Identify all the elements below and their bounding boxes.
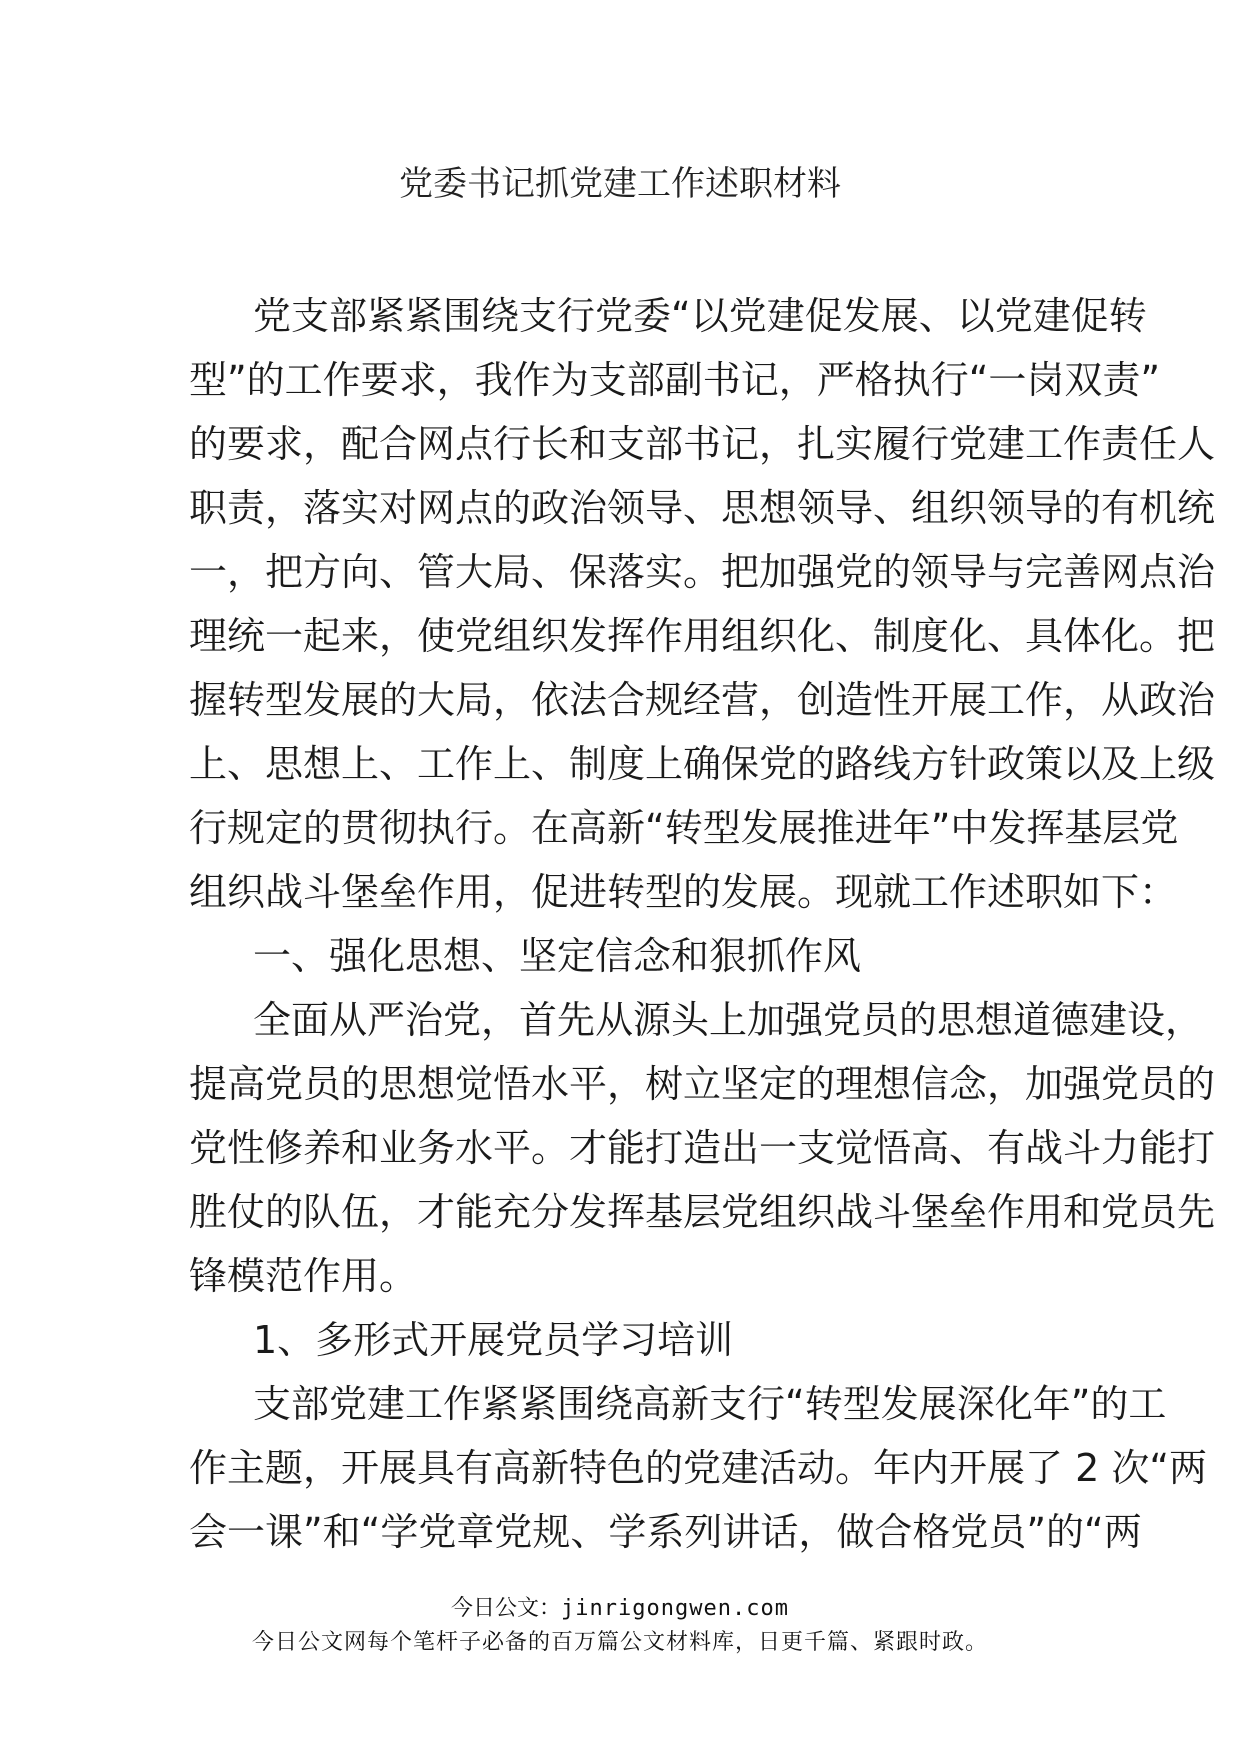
paragraph-line: 支部党建工作紧紧围绕高新支行“转型发展深化年”的工 — [253, 1382, 1167, 1426]
paragraph-line: 理统一起来，使党组织发挥作用组织化、制度化、具体化。把 — [189, 614, 1216, 658]
paragraph-line: 会一课”和“学党章党规、学系列讲话，做合格党员”的“两 — [189, 1510, 1142, 1554]
paragraph-line: 提高党员的思想觉悟水平，树立坚定的理想信念，加强党员的 — [189, 1062, 1216, 1106]
footer-site-link[interactable]: jinrigongwen.com — [561, 1596, 789, 1621]
paragraph-line: 胜仗的队伍，才能充分发挥基层党组织战斗堡垒作用和党员先 — [189, 1190, 1216, 1234]
section-heading: 一、强化思想、坚定信念和狠抓作风 — [253, 934, 862, 978]
paragraph-line: 党支部紧紧围绕支行党委“以党建促发展、以党建促转 — [253, 294, 1147, 338]
document-body — [189, 284, 1216, 1564]
footer-site-line — [0, 1592, 1240, 1626]
page-title: 党委书记抓党建工作述职材料 — [399, 164, 841, 204]
paragraph-line: 全面从严治党，首先从源头上加强党员的思想道德建设， — [253, 998, 1204, 1042]
paragraph-line: 行规定的贯彻执行。在高新“转型发展推进年”中发挥基层党 — [189, 806, 1179, 850]
footer-site-label: 今日公文： — [451, 1596, 562, 1621]
footer-slogan: 今日公文网每个笔杆子必备的百万篇公文材料库，日更千篇、紧跟时政。 — [251, 1630, 988, 1655]
page-footer — [0, 1592, 1240, 1660]
paragraph-line: 锋模范作用。 — [189, 1254, 418, 1298]
paragraph-line: 一，把方向、管大局、保落实。把加强党的领导与完善网点治 — [189, 550, 1216, 594]
paragraph-line: 的要求，配合网点行长和支部书记，扎实履行党建工作责任人 — [189, 422, 1216, 466]
paragraph-line: 作主题，开展具有高新特色的党建活动。年内开展了 2 次“两 — [189, 1446, 1208, 1490]
paragraph-line: 党性修养和业务水平。才能打造出一支觉悟高、有战斗力能打 — [189, 1126, 1216, 1170]
paragraph-line: 上、思想上、工作上、制度上确保党的路线方针政策以及上级 — [189, 742, 1216, 786]
paragraph-line: 型”的工作要求，我作为支部副书记，严格执行“一岗双责” — [189, 358, 1161, 402]
paragraph-line: 职责，落实对网点的政治领导、思想领导、组织领导的有机统 — [189, 486, 1216, 530]
paragraph-line: 组织战斗堡垒作用，促进转型的发展。现就工作述职如下： — [189, 870, 1178, 914]
subsection-heading: 1、多形式开展党员学习培训 — [253, 1318, 734, 1362]
paragraph-line: 握转型发展的大局，依法合规经营，创造性开展工作，从政治 — [189, 678, 1216, 722]
